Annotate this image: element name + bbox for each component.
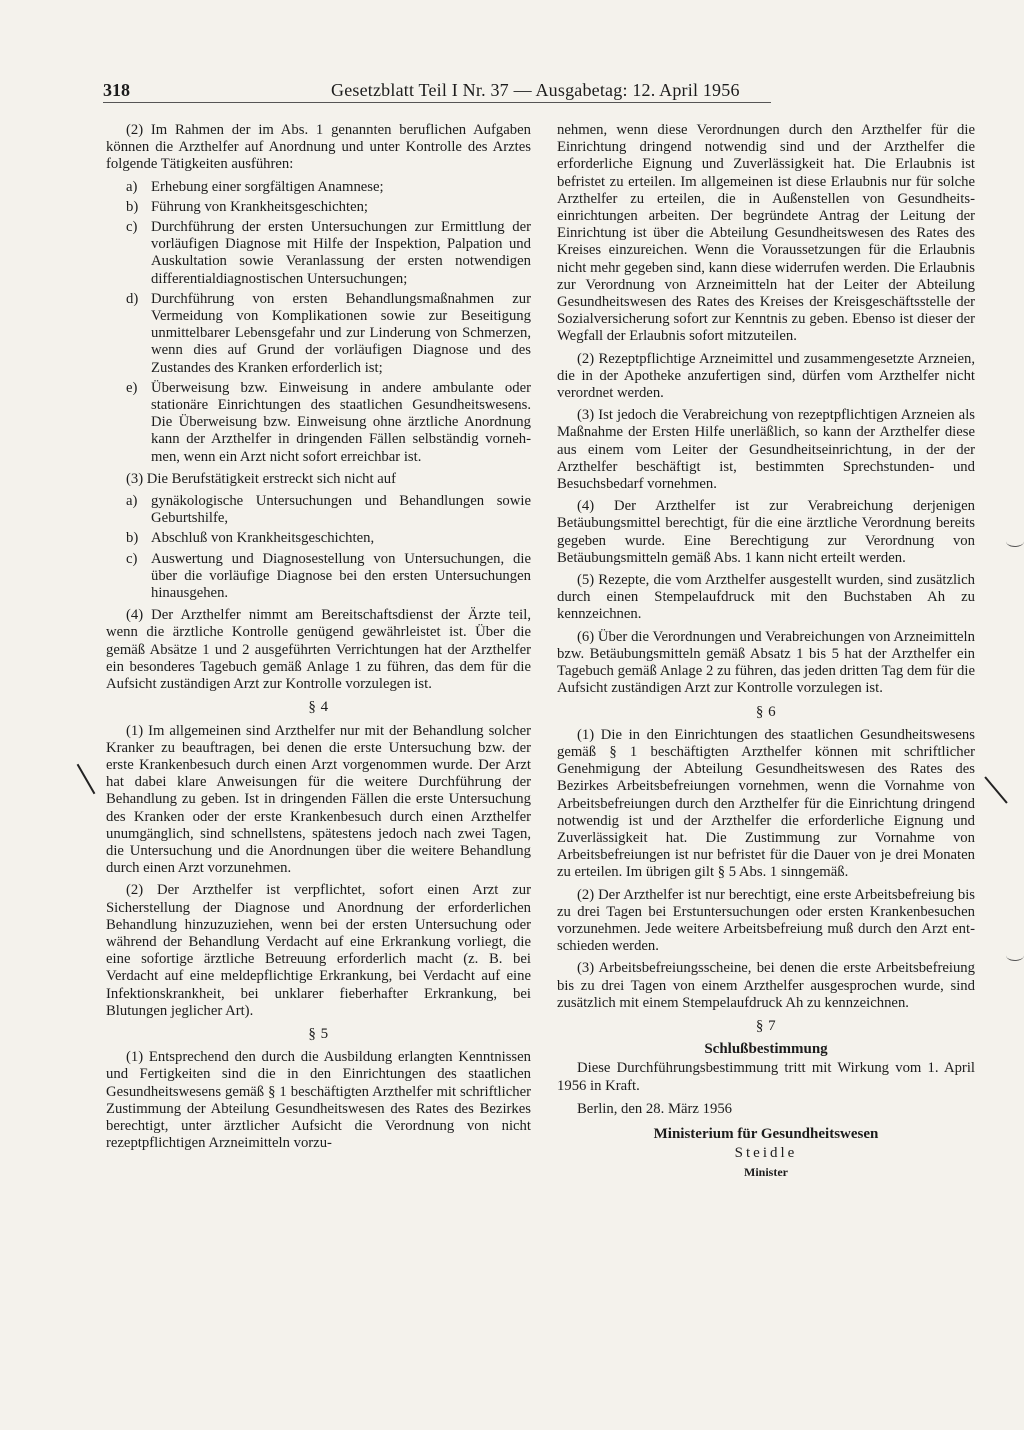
list-item bbox=[106, 291, 531, 377]
paragraph-5-6: (6) Über die Verordnungen und Verabreichungen von Arzneimitteln bzw. Betäubungsmitteln gemäß Absatz 1 bis 5 hat der Arzthelfer ein Tagebuch gemäß Anlage 2 zu führen, das jeden dritten Tag dem für die Aufsicht zuständigen Arzt zur Kontrolle vorzulegen ist. bbox=[557, 628, 975, 697]
paragraph-6-3: (3) Arbeitsbefreiungsscheine, bei denen die erste Arbeitsbefreiung bis zu drei Tagen von einem Arzthelfer ausgesprochen wurde, sind zusätzlich mit einem Stempelaufdruck Ah zu kennzeichnen. bbox=[557, 960, 975, 1011]
section-heading-6: § 6 bbox=[755, 703, 777, 720]
paragraph-6-2: (2) Der Arzthelfer ist nur berechtigt, eine erste Arbeitsbefreiung bis zu drei Tagen bei Erstuntersuchungen oder ersten Krankenbesuchen vorzunehmen. Jede weitere Arbeitsbefreiung muß durch den Arzt entschieden werden. bbox=[557, 886, 975, 955]
list-item-text: Auswertung und Diagnosestellung von Untersuchungen, die über die vorläufige Diagnose bei den ersten Untersuchungen hinausgehen. bbox=[151, 550, 531, 602]
list-item-text: Überweisung bzw. Einweisung in andere ambulante oder stationäre Einrichtungen des staatlichen Gesundheitswesens. Die Überweisung bzw. Einweisung ohne ärztliche Anordnung kann der Arzthelfer in dringenden Fällen selbständig vornehmen, wenn ein Arzt nicht sofort erreichbar ist. bbox=[151, 379, 531, 465]
list-item-text: gynäkologische Untersuchungen und Behandlungen sowie Geburtshilfe, bbox=[151, 493, 531, 527]
paragraph-3-3-intro: (3) Die Berufstätigkeit erstreckt sich nicht auf bbox=[126, 470, 396, 487]
list-item-label: c) bbox=[126, 219, 138, 236]
list-item-label: e) bbox=[126, 379, 138, 396]
list-item bbox=[106, 530, 531, 547]
list-item-text: Führung von Krankheitsgeschichten; bbox=[151, 198, 369, 215]
signatory-role: Minister bbox=[744, 1165, 788, 1180]
list-item-label: a) bbox=[126, 178, 138, 195]
section-heading-7: § 7 bbox=[755, 1017, 777, 1034]
section-title-7: Schlußbestimmung bbox=[704, 1041, 828, 1058]
list-3-2 bbox=[106, 179, 531, 466]
paragraph-3-4: (4) Der Arzthelfer nimmt am Bereitschaftsdienst der Ärzte teil, wenn die ärztliche Kontrolle genügend gewährleistet ist. Über die gemäß Absätze 1 und 2 ausgeführten Verrichtungen hat der Arzthelfer ein besonderes Tagebuch gemäß Anlage 1 zu führen, das dem für die Aufsicht zuständigen Arzt zur Kontrolle vorzulegen ist. bbox=[106, 607, 531, 693]
list-item-label: a) bbox=[126, 493, 138, 510]
paragraph-6-1: (1) Die in den Einrichtungen des staatlichen Gesundheitswesens gemäß § 1 beschäftigten Arzthelfer können mit schriftlicher Genehmigung der Abteilung Gesundheitswesen des Rates des Bezirkes Arbeitsbefreiungen vornehmen, wenn die Vornahme von Arbeitsbefreiungen durch den Arzthelfer für die Einrichtung dringend notwendig ist und der Arzthelfer die erforderliche Eignung und Zuverlässigkeit hat. Die Zustimmung zur Vornahme von Arbeitsbefreiungen ist nur befristet für die Dauer von je drei Monaten zu erteilen. Im übrigen gilt § 5 Abs. 1 sinngemäß. bbox=[557, 726, 975, 881]
paragraph-5-5: (5) Rezepte, die vom Arzthelfer ausgestellt wurden, sind zusätzlich durch einen Stempelaufdruck mit den Buchstaben Ah zu kennzeichnen. bbox=[557, 572, 975, 623]
paragraph-5-1-continued: nehmen, wenn diese Verordnungen durch den Arzthelfer für die Einrichtung dringend notwendig sind und der Arzthelfer die erforderliche Eignung und Zuverlässigkeit hat. Die Erlaubnis ist befristet zu erteilen. Im allgemeinen ist diese Erlaubnis nur für solche Arzthelfer zu erteilen, die in Außenstellen von Gesundheitseinrichtungen arbeiten. Der begründete Antrag der Leitung der Einrichtung ist über die Abteilung Gesundheitswesen des Rates des Kreises einzureichen. Wenn die Voraussetzungen für die Erlaubnis nicht mehr gegeben sind, kann diese widerrufen werden. Die Erlaubnis zur Verordnung von Arzneimitteln hat der Leiter der Abteilung Gesundheitswesen des Rates des Kreises der Kreisgeschäftsstelle der Sozialversicherung sofort zur Kenntnis zu geben. Ebenso ist dieser der Wegfall der Erlaubnis sofort mitzuteilen. bbox=[557, 122, 975, 345]
signatory-name: Steidle bbox=[734, 1145, 798, 1162]
list-item bbox=[106, 380, 531, 466]
list-item-text: Durchführung der ersten Untersuchungen zur Ermittlung der vorläufigen Diagnose mit Hilfe der Inspektion, Palpation und Auskultation sowie Veranlassung der ersten notwendigen differentialdiagnostischen Untersuchungen; bbox=[151, 219, 531, 287]
paragraph-7-1: Diese Durchführungsbestimmung tritt mit Wirkung vom 1. April 1956 in Kraft. bbox=[557, 1060, 975, 1094]
margin-pen-mark bbox=[77, 764, 96, 794]
list-item bbox=[106, 551, 531, 603]
page-header bbox=[103, 76, 771, 103]
list-item-label: d) bbox=[126, 290, 139, 307]
margin-scan-artifact bbox=[1006, 950, 1024, 961]
issuing-ministry: Ministerium für Gesundheitswesen bbox=[653, 1125, 879, 1142]
list-item bbox=[106, 179, 531, 196]
paragraph-3-2-intro: (2) Im Rahmen der im Abs. 1 genannten beruflichen Aufgaben können die Arzthelfer auf Anordnung und unter Kontrolle des Arztes folgende Tätigkeiten ausführen: bbox=[106, 122, 531, 173]
paragraph-5-4: (4) Der Arzthelfer ist zur Verabreichung derjenigen Betäubungsmittel berechtigt, für die eine ärztliche Verordnung bereits gegeben wurde. Eine Berechtigung zur Verordnung von Betäubungsmitteln gemäß Abs. 1 kann nicht erteilt werden. bbox=[557, 498, 975, 566]
place-date: Berlin, den 28. März 1956 bbox=[577, 1100, 733, 1117]
list-item-text: Durchführung von ersten Behandlungsmaßnahmen zur Vermeidung von Komplikationen sowie zur Beseitigung unmittelbarer Lebensgefahr und zur Linderung von Schmerzen, wenn dies auf Grund der vorläufigen Diagnose und des Zustandes des Kranken erforderlich ist; bbox=[151, 290, 531, 376]
paragraph-5-3: (3) Ist jedoch die Verabreichung von rezeptpflichtigen Arzneien als Maßnahme der Ersten Hilfe unerläßlich, so kann der Arzthelfer diese aus einem vom Leiter der Gesundheitseinrichtung, in der der Arzthelfer beschäftigt ist, bestimmten Sprechstunden- und Besuchsbedarf vornehmen. bbox=[557, 407, 975, 493]
paragraph-5-1: (1) Entsprechend den durch die Ausbildung erlangten Kenntnissen und Fertigkeiten sind die in den Einrichtungen des staatlichen Gesundheitswesens gemäß § 1 beschäftigten Arzthelfer mit schriftlicher Zustimmung der Abteilung Gesundheitswesen des Rates des Bezirkes berechtigt, unter ärztlicher Aufsicht die Verordnung von nicht rezeptpflichtigen Arzneimitteln vorzu- bbox=[106, 1049, 531, 1152]
left-column bbox=[106, 122, 531, 1157]
running-title: Gesetzblatt Teil I Nr. 37 — Ausgabetag: 12. April 1956 bbox=[331, 80, 740, 100]
list-item-label: c) bbox=[126, 550, 138, 567]
list-item bbox=[106, 219, 531, 288]
list-item bbox=[106, 199, 531, 216]
paragraph-5-2: (2) Rezeptpflichtige Arzneimittel und zusammengesetzte Arzneien, die in der Apotheke anzufertigen sind, dürfen vom Arzthelfer nicht verordnet werden. bbox=[557, 350, 975, 402]
page-number: 318 bbox=[103, 80, 130, 100]
list-item bbox=[106, 493, 531, 527]
list-item-label: b) bbox=[126, 530, 139, 547]
list-3-3 bbox=[106, 493, 531, 602]
margin-scan-artifact bbox=[1006, 536, 1024, 547]
list-item-label: b) bbox=[126, 198, 139, 215]
paragraph-4-2: (2) Der Arzthelfer ist verpflichtet, sofort einen Arzt zur Sicherstellung der Diagnose und Anordnung der erforderlichen Behandlung hinzuzuziehen, wenn bei der ersten Untersuchung oder während der Behandlung Verdacht auf eine Erkrankung vorliegt, die eine sofortige ärztliche Betreuung erforderlich macht (z. B. bei Verdacht auf eine meldepflichtige Erkrankung, bei Verdacht auf eine Infektionskrankheit, bei unklarer fieberhafter Erkrankung, bei Blutungen jeglicher Art). bbox=[106, 882, 531, 1019]
section-heading-5: § 5 bbox=[308, 1025, 329, 1042]
section-heading-4: § 4 bbox=[308, 699, 329, 716]
list-item-text: Abschluß von Krankheitsgeschichten, bbox=[151, 530, 375, 547]
margin-pen-mark bbox=[984, 776, 1007, 803]
paragraph-4-1: (1) Im allgemeinen sind Arzthelfer nur mit der Behandlung solcher Kranker zu beauftragen, bei denen die erste Untersuchung bzw. der erste Krankenbesuch durch einen Arzt vorgenommen wurde. Der Arzt hat dabei klare Anweisungen für die weitere Durchführung der Behandlung zu geben. Ist in dringenden Fällen die erste Untersuchung des Kranken oder der erste Krankenbesuch durch einen Arzthelfer unumgänglich, sind schnellstens, spätestens jedoch nach zwei Tagen, die Untersuchung und die Anordnungen über die weitere Behandlung durch einen Arzt vorzunehmen. bbox=[106, 722, 531, 877]
list-item-text: Erhebung einer sorgfältigen Anamnese; bbox=[151, 178, 384, 195]
right-column bbox=[557, 122, 975, 1182]
